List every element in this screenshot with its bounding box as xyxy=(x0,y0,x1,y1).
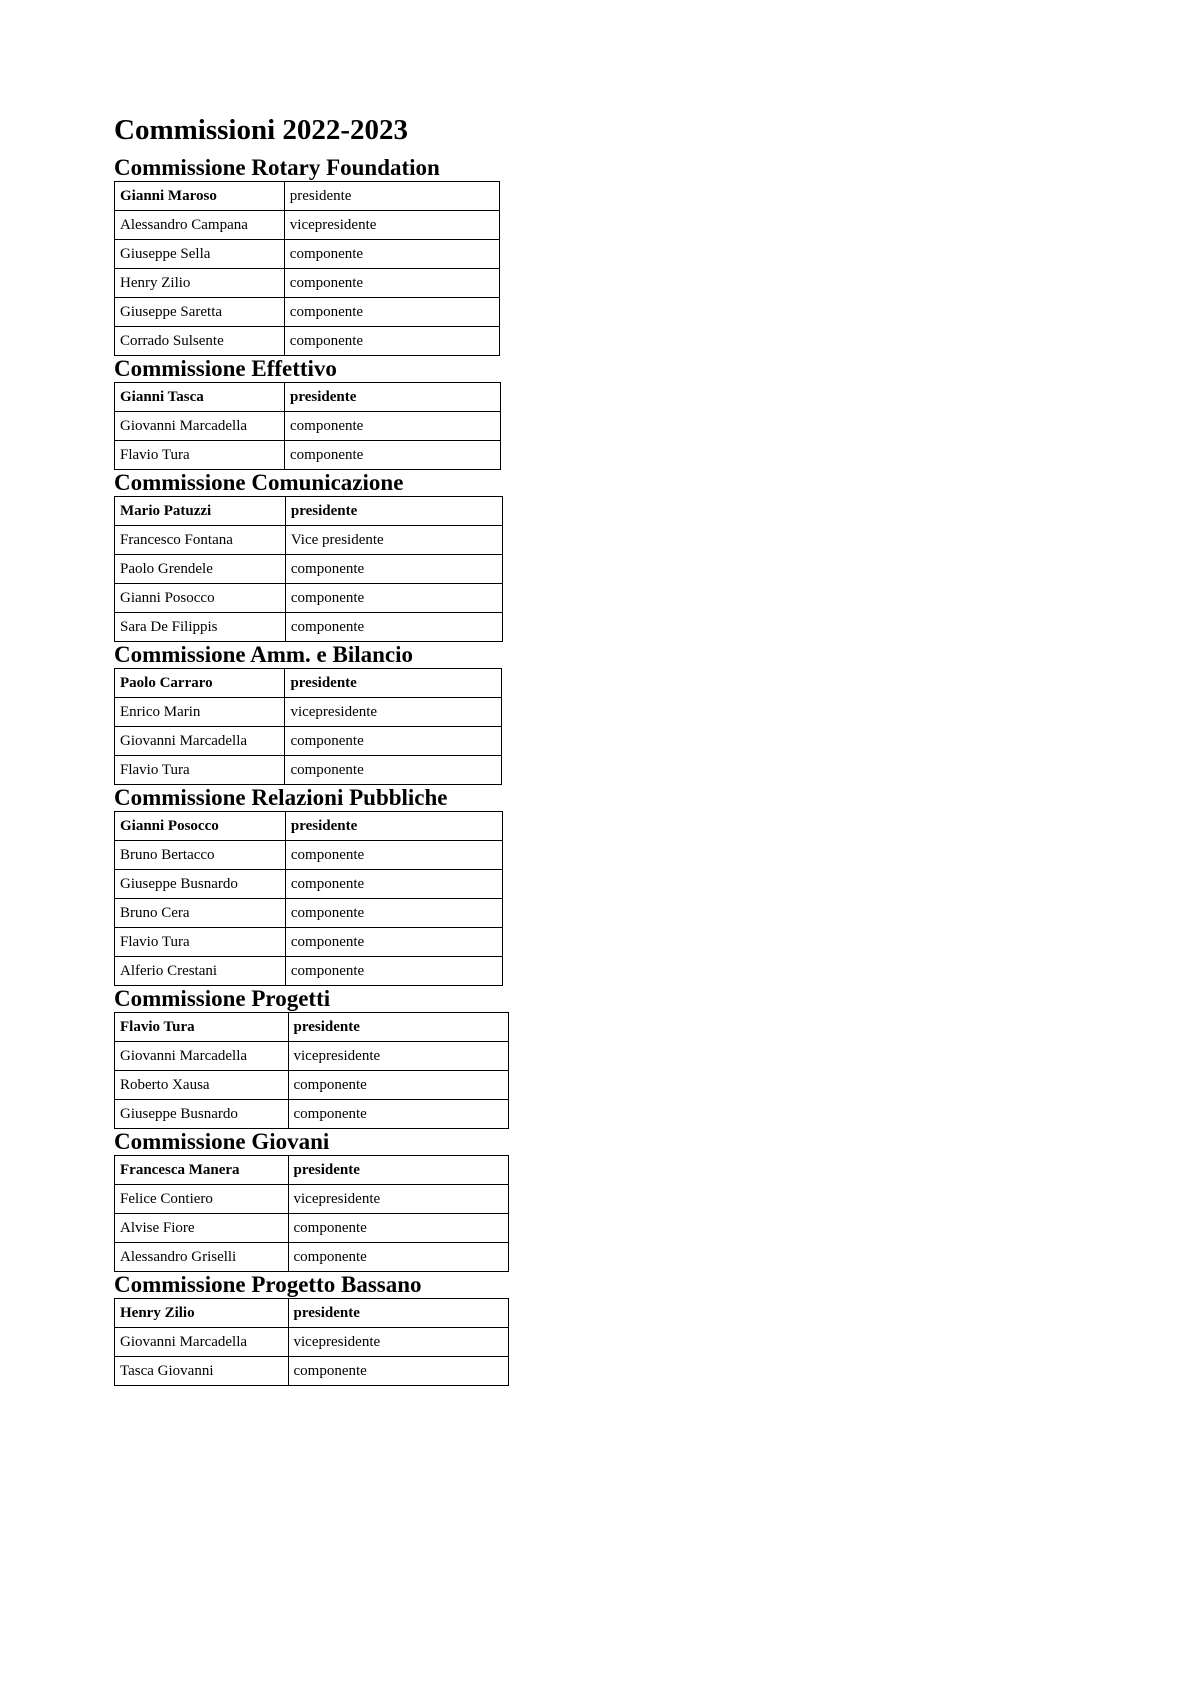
commission-title: Commissione Progetti xyxy=(114,986,331,1011)
table-row xyxy=(115,269,500,298)
member-name: Alessandro Griselli xyxy=(115,1243,289,1272)
member-name: Alvise Fiore xyxy=(115,1214,289,1243)
table-row xyxy=(115,698,502,727)
member-role: componente xyxy=(285,928,502,957)
member-name: Paolo Grendele xyxy=(115,555,286,584)
table-row xyxy=(115,584,503,613)
table-row xyxy=(115,298,500,327)
member-name: Gianni Posocco xyxy=(115,584,286,613)
table-row xyxy=(115,1185,509,1214)
commission-title: Commissione Effettivo xyxy=(114,356,337,381)
table-row xyxy=(115,1214,509,1243)
member-name: Henry Zilio xyxy=(115,269,285,298)
member-role: presidente xyxy=(285,383,501,412)
table-row xyxy=(115,613,503,642)
table-row xyxy=(115,412,501,441)
member-role: presidente xyxy=(288,1156,508,1185)
commission-title: Commissione Rotary Foundation xyxy=(114,155,440,180)
commission-table xyxy=(114,382,501,470)
table-row xyxy=(115,1357,509,1386)
member-role: componente xyxy=(285,584,502,613)
commission-table xyxy=(114,811,503,986)
table-row xyxy=(115,441,501,470)
member-name: Giovanni Marcadella xyxy=(115,412,285,441)
member-name: Giuseppe Sella xyxy=(115,240,285,269)
member-name: Gianni Maroso xyxy=(115,182,285,211)
member-name: Giuseppe Busnardo xyxy=(115,1100,289,1129)
member-role: presidente xyxy=(285,812,502,841)
member-role: presidente xyxy=(284,182,499,211)
table-row xyxy=(115,1071,509,1100)
member-name: Flavio Tura xyxy=(115,441,285,470)
member-name: Giovanni Marcadella xyxy=(115,1042,289,1071)
member-role: componente xyxy=(288,1243,508,1272)
table-row xyxy=(115,240,500,269)
member-name: Francesca Manera xyxy=(115,1156,289,1185)
member-role: componente xyxy=(285,613,502,642)
commission-table xyxy=(114,1298,509,1386)
table-row xyxy=(115,957,503,986)
member-role: componente xyxy=(285,555,502,584)
member-name: Bruno Cera xyxy=(115,899,286,928)
member-name: Giuseppe Saretta xyxy=(115,298,285,327)
member-name: Felice Contiero xyxy=(115,1185,289,1214)
member-role: componente xyxy=(288,1071,508,1100)
table-row xyxy=(115,1042,509,1071)
member-name: Francesco Fontana xyxy=(115,526,286,555)
member-name: Sara De Filippis xyxy=(115,613,286,642)
commission-title: Commissione Comunicazione xyxy=(114,470,404,495)
member-role: componente xyxy=(285,899,502,928)
table-row xyxy=(115,383,501,412)
table-row xyxy=(115,812,503,841)
member-name: Flavio Tura xyxy=(115,1013,289,1042)
member-name: Enrico Marin xyxy=(115,698,285,727)
table-row xyxy=(115,1299,509,1328)
member-name: Bruno Bertacco xyxy=(115,841,286,870)
commission-table xyxy=(114,496,503,642)
table-row xyxy=(115,727,502,756)
member-role: presidente xyxy=(288,1299,508,1328)
member-role: componente xyxy=(284,269,499,298)
commission-title: Commissione Relazioni Pubbliche xyxy=(114,785,448,810)
member-name: Gianni Tasca xyxy=(115,383,285,412)
member-name: Giuseppe Busnardo xyxy=(115,870,286,899)
commission-title: Commissione Giovani xyxy=(114,1129,330,1154)
table-row xyxy=(115,1328,509,1357)
table-row xyxy=(115,841,503,870)
commission-title: Commissione Amm. e Bilancio xyxy=(114,642,413,667)
member-role: componente xyxy=(284,327,499,356)
member-role: presidente xyxy=(288,1013,508,1042)
member-name: Henry Zilio xyxy=(115,1299,289,1328)
member-role: componente xyxy=(285,441,501,470)
member-role: componente xyxy=(285,957,502,986)
member-name: Alessandro Campana xyxy=(115,211,285,240)
table-row xyxy=(115,756,502,785)
table-row xyxy=(115,182,500,211)
member-role: Vice presidente xyxy=(285,526,502,555)
member-role: vicepresidente xyxy=(285,698,502,727)
table-row xyxy=(115,526,503,555)
commission-table xyxy=(114,1155,509,1272)
member-role: componente xyxy=(285,841,502,870)
member-role: vicepresidente xyxy=(288,1328,508,1357)
document xyxy=(114,115,509,1386)
member-role: componente xyxy=(285,412,501,441)
member-name: Corrado Sulsente xyxy=(115,327,285,356)
commission-table xyxy=(114,181,500,356)
member-role: componente xyxy=(285,727,502,756)
member-name: Paolo Carraro xyxy=(115,669,285,698)
commission-title: Commissione Progetto Bassano xyxy=(114,1272,422,1297)
member-name: Alferio Crestani xyxy=(115,957,286,986)
table-row xyxy=(115,1243,509,1272)
member-name: Giovanni Marcadella xyxy=(115,1328,289,1357)
table-row xyxy=(115,899,503,928)
member-name: Giovanni Marcadella xyxy=(115,727,285,756)
table-row xyxy=(115,211,500,240)
member-name: Flavio Tura xyxy=(115,928,286,957)
table-row xyxy=(115,928,503,957)
member-role: componente xyxy=(284,298,499,327)
member-name: Tasca Giovanni xyxy=(115,1357,289,1386)
member-role: presidente xyxy=(285,497,502,526)
member-role: componente xyxy=(285,756,502,785)
member-role: componente xyxy=(288,1100,508,1129)
member-name: Gianni Posocco xyxy=(115,812,286,841)
table-row xyxy=(115,497,503,526)
table-row xyxy=(115,327,500,356)
member-role: componente xyxy=(288,1357,508,1386)
page-title: Commissioni 2022-2023 xyxy=(114,114,409,146)
table-row xyxy=(115,870,503,899)
table-row xyxy=(115,1013,509,1042)
commission-table xyxy=(114,668,502,785)
member-role: presidente xyxy=(285,669,502,698)
table-row xyxy=(115,669,502,698)
member-name: Mario Patuzzi xyxy=(115,497,286,526)
member-role: componente xyxy=(284,240,499,269)
member-role: componente xyxy=(288,1214,508,1243)
member-role: vicepresidente xyxy=(288,1042,508,1071)
commission-table xyxy=(114,1012,509,1129)
member-role: vicepresidente xyxy=(284,211,499,240)
member-role: vicepresidente xyxy=(288,1185,508,1214)
member-name: Roberto Xausa xyxy=(115,1071,289,1100)
member-role: componente xyxy=(285,870,502,899)
commission-list xyxy=(114,155,509,1386)
member-name: Flavio Tura xyxy=(115,756,285,785)
table-row xyxy=(115,1100,509,1129)
table-row xyxy=(115,1156,509,1185)
table-row xyxy=(115,555,503,584)
